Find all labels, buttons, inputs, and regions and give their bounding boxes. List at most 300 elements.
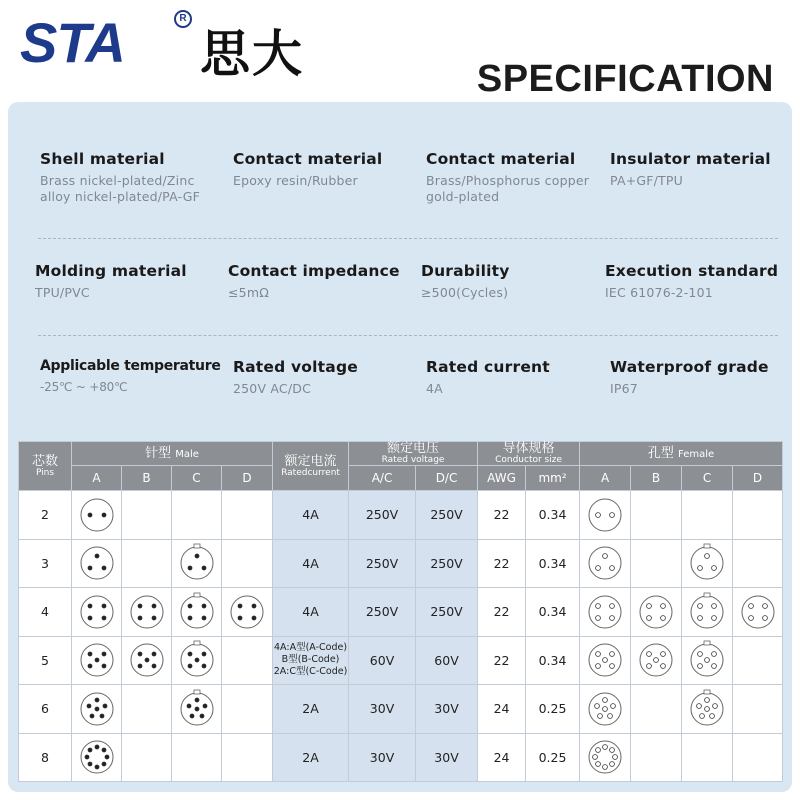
pin-face-icon	[687, 640, 727, 680]
female-d-empty	[733, 636, 783, 685]
pin-face-icon	[77, 737, 117, 777]
header-male-code-a: A	[72, 466, 122, 491]
table-row	[19, 588, 783, 637]
pin-face-icon	[77, 495, 117, 535]
header-male-cn: 针型	[145, 445, 172, 461]
pin-face-icon	[77, 543, 117, 583]
page-title: SPECIFICATION	[476, 58, 774, 100]
cell-pins: 5	[19, 636, 72, 685]
brand-logo-latin: STA	[20, 11, 125, 74]
spec-value: 250V AC/DC	[233, 381, 312, 396]
pin-face-icon	[738, 592, 778, 632]
contact-pin	[95, 707, 99, 711]
contact-pin	[202, 652, 206, 656]
socket-hole	[748, 603, 753, 608]
male-a-diagram	[72, 491, 122, 540]
male-d-empty	[222, 539, 273, 588]
socket-hole	[661, 615, 666, 620]
spec-value: PA+GF/TPU	[610, 173, 683, 188]
header-female-code-b: B	[631, 466, 682, 491]
cell-awg: 22	[478, 539, 526, 588]
header-female-en: Female	[678, 448, 715, 460]
spec-waterproof-grade	[610, 358, 795, 397]
connector-ring	[81, 499, 113, 531]
spec-value: ≤5mΩ	[228, 285, 269, 300]
pin-face-icon	[77, 640, 117, 680]
socket-hole	[603, 706, 608, 711]
socket-hole	[647, 652, 652, 657]
spec-contact-impedance	[228, 262, 413, 301]
pin-face-icon	[636, 592, 676, 632]
pin-face-icon	[177, 689, 217, 729]
cell-awg: 22	[478, 588, 526, 637]
contact-pin	[102, 748, 106, 752]
key-notch	[704, 593, 710, 597]
spec-label: Rated current	[426, 358, 550, 376]
male-c-diagram	[172, 539, 222, 588]
contact-pin	[102, 566, 106, 570]
contact-pin	[202, 616, 206, 620]
male-d-empty	[222, 491, 273, 540]
socket-hole	[647, 603, 652, 608]
socket-hole	[705, 658, 710, 663]
spec-label: Contact material	[233, 150, 383, 168]
pin-face-icon	[585, 640, 625, 680]
cell-pins: 2	[19, 491, 72, 540]
contact-pin	[88, 616, 92, 620]
header-conductor-size	[478, 442, 580, 466]
contact-pin	[95, 554, 99, 558]
socket-hole	[705, 697, 710, 702]
cell-ac: 250V	[349, 539, 416, 588]
contact-pin	[187, 704, 191, 708]
socket-hole	[603, 745, 608, 750]
contact-pin	[238, 616, 242, 620]
spec-execution-standard	[605, 262, 790, 301]
table-row	[19, 685, 783, 734]
header-voltage-en: Rated voltage	[381, 455, 445, 465]
brand-logo-chinese: 思大	[200, 25, 304, 83]
socket-hole	[698, 664, 703, 669]
registered-mark-icon: R	[174, 10, 192, 28]
socket-hole	[712, 652, 717, 657]
male-d-empty	[222, 733, 273, 782]
spec-label: Insulator material	[610, 150, 771, 168]
contact-pin	[188, 664, 192, 668]
pin-face-icon	[687, 543, 727, 583]
female-d-empty	[733, 733, 783, 782]
header-male-code-c: C	[172, 466, 222, 491]
spec-value: -25℃ ~ +80℃	[40, 380, 128, 394]
female-a-diagram	[580, 491, 631, 540]
female-c-empty	[682, 491, 733, 540]
socket-hole	[698, 603, 703, 608]
spec-applicable-temperature	[40, 358, 225, 395]
contact-pin	[190, 714, 194, 718]
pin-spec-table	[18, 441, 783, 782]
header-dc: D/C	[416, 466, 478, 491]
spec-insulator-material	[610, 150, 795, 189]
male-c-diagram	[172, 636, 222, 685]
socket-hole	[608, 713, 613, 718]
socket-hole	[712, 603, 717, 608]
header-current-cn: 额定电流	[284, 453, 337, 469]
contact-pin	[152, 664, 156, 668]
socket-hole	[762, 603, 767, 608]
header-ac: A/C	[349, 466, 416, 491]
female-c-diagram	[682, 685, 733, 734]
contact-pin	[188, 652, 192, 656]
female-d-empty	[733, 491, 783, 540]
male-a-diagram	[72, 539, 122, 588]
female-a-diagram	[580, 636, 631, 685]
cell-current: 2A	[273, 733, 349, 782]
header-male	[72, 442, 273, 466]
header-rated-voltage	[349, 442, 478, 466]
cell-mm2: 0.34	[526, 588, 580, 637]
socket-hole	[596, 615, 601, 620]
male-a-diagram	[72, 733, 122, 782]
contact-pin	[88, 664, 92, 668]
socket-hole	[610, 748, 615, 753]
divider	[38, 335, 778, 336]
cell-current	[273, 636, 349, 685]
male-d-empty	[222, 636, 273, 685]
header-rated-current	[273, 442, 349, 491]
contact-pin	[102, 664, 106, 668]
cell-mm2: 0.25	[526, 685, 580, 734]
male-b-empty	[122, 491, 172, 540]
male-d-diagram	[222, 588, 273, 637]
cell-pins: 3	[19, 539, 72, 588]
spec-label: Applicable temperature	[40, 358, 221, 374]
contact-pin	[252, 616, 256, 620]
spec-shell-material	[40, 150, 225, 205]
socket-hole	[748, 615, 753, 620]
female-d-empty	[733, 685, 783, 734]
socket-hole	[611, 703, 616, 708]
socket-hole	[700, 713, 705, 718]
current-line: 2A:C型(C-Code)	[273, 666, 348, 678]
cell-pins: 6	[19, 685, 72, 734]
socket-hole	[647, 615, 652, 620]
contact-pin	[87, 704, 91, 708]
socket-hole	[712, 664, 717, 669]
table-row	[19, 539, 783, 588]
male-c-diagram	[172, 588, 222, 637]
cell-current: 4A	[273, 539, 349, 588]
socket-hole	[593, 755, 598, 760]
contact-pin	[95, 658, 99, 662]
contact-pin	[102, 513, 106, 517]
contact-pin	[88, 604, 92, 608]
cell-pins: 4	[19, 588, 72, 637]
contact-pin	[195, 707, 199, 711]
pin-face-icon	[585, 543, 625, 583]
contact-pin	[105, 755, 109, 759]
key-notch	[704, 641, 710, 645]
male-b-empty	[122, 733, 172, 782]
spec-label: Waterproof grade	[610, 358, 769, 376]
spec-label: Execution standard	[605, 262, 779, 280]
header-voltage-cn: 额定电压	[387, 441, 440, 456]
socket-hole	[712, 566, 717, 571]
table-row	[19, 636, 783, 685]
contact-pin	[88, 513, 92, 517]
contact-pin	[88, 566, 92, 570]
female-c-empty	[682, 733, 733, 782]
spec-value: IP67	[610, 381, 638, 396]
socket-hole	[596, 748, 601, 753]
cell-ac: 250V	[349, 491, 416, 540]
socket-hole	[610, 603, 615, 608]
header-female	[580, 442, 783, 466]
socket-hole	[596, 762, 601, 767]
pin-face-icon	[177, 592, 217, 632]
socket-hole	[698, 566, 703, 571]
header-conductor-en: Conductor size	[495, 455, 562, 465]
male-b-empty	[122, 539, 172, 588]
spec-label: Contact material	[426, 150, 576, 168]
contact-pin	[200, 714, 204, 718]
male-b-diagram	[122, 636, 172, 685]
socket-hole	[596, 664, 601, 669]
socket-hole	[610, 762, 615, 767]
connector-ring	[181, 596, 213, 628]
contact-pin	[238, 604, 242, 608]
spec-value: 4A	[426, 381, 443, 396]
socket-hole	[610, 652, 615, 657]
spec-label: Durability	[421, 262, 510, 280]
contact-pin	[102, 762, 106, 766]
socket-hole	[705, 554, 710, 559]
cell-mm2: 0.25	[526, 733, 580, 782]
cell-ac: 250V	[349, 588, 416, 637]
pin-face-icon	[127, 640, 167, 680]
contact-pin	[88, 762, 92, 766]
connector-ring	[691, 596, 723, 628]
male-c-empty	[172, 491, 222, 540]
connector-ring	[589, 596, 621, 628]
cell-ac: 60V	[349, 636, 416, 685]
current-line: B型(B-Code)	[281, 654, 340, 666]
spec-label: Shell material	[40, 150, 165, 168]
cell-current: 2A	[273, 685, 349, 734]
contact-pin	[95, 698, 99, 702]
female-a-diagram	[580, 539, 631, 588]
contact-pin	[188, 566, 192, 570]
pin-face-icon	[636, 640, 676, 680]
contact-pin	[152, 616, 156, 620]
pin-face-icon	[227, 592, 267, 632]
header-female-code-c: C	[682, 466, 733, 491]
spec-value: TPU/PVC	[35, 285, 90, 300]
header-male-en: Male	[175, 448, 199, 460]
header-male-code-b: B	[122, 466, 172, 491]
key-notch	[704, 690, 710, 694]
header-male-code-d: D	[222, 466, 273, 491]
spec-label: Rated voltage	[233, 358, 358, 376]
cell-dc: 250V	[416, 588, 478, 637]
cell-awg: 22	[478, 636, 526, 685]
spec-rated-voltage	[233, 358, 418, 397]
connector-ring	[81, 547, 113, 579]
female-b-diagram	[631, 588, 682, 637]
contact-pin	[102, 652, 106, 656]
pin-face-icon	[687, 689, 727, 729]
header-female-code-d: D	[733, 466, 783, 491]
female-c-diagram	[682, 588, 733, 637]
spec-label: Contact impedance	[228, 262, 400, 280]
contact-pin	[85, 755, 89, 759]
key-notch	[194, 690, 200, 694]
socket-hole	[705, 706, 710, 711]
table-row	[19, 491, 783, 540]
connector-ring	[742, 596, 774, 628]
male-a-diagram	[72, 588, 122, 637]
cell-dc: 250V	[416, 491, 478, 540]
contact-pin	[152, 652, 156, 656]
spec-contact-material-1	[233, 150, 418, 189]
key-notch	[194, 544, 200, 548]
contact-pin	[103, 704, 107, 708]
connector-ring	[640, 596, 672, 628]
socket-hole	[603, 658, 608, 663]
female-b-empty	[631, 539, 682, 588]
current-line: 4A:A型(A-Code)	[274, 642, 348, 654]
female-b-empty	[631, 685, 682, 734]
cell-dc: 60V	[416, 636, 478, 685]
female-d-diagram	[733, 588, 783, 637]
socket-hole	[610, 566, 615, 571]
female-b-empty	[631, 491, 682, 540]
contact-pin	[88, 652, 92, 656]
cell-dc: 250V	[416, 539, 478, 588]
male-a-diagram	[72, 685, 122, 734]
socket-hole	[647, 664, 652, 669]
female-a-diagram	[580, 733, 631, 782]
key-notch	[194, 593, 200, 597]
key-notch	[704, 544, 710, 548]
socket-hole	[596, 652, 601, 657]
spec-contact-material-2	[426, 150, 611, 205]
socket-hole	[698, 615, 703, 620]
spec-value: Epoxy resin/Rubber	[233, 173, 358, 188]
connector-ring	[691, 547, 723, 579]
contact-pin	[138, 652, 142, 656]
female-a-diagram	[580, 588, 631, 637]
pin-face-icon	[77, 689, 117, 729]
pin-face-icon	[127, 592, 167, 632]
pin-face-icon	[77, 592, 117, 632]
connector-ring	[181, 547, 213, 579]
socket-hole	[697, 703, 702, 708]
header-conductor-cn: 导体规格	[502, 441, 555, 456]
spec-value: Brass nickel-plated/Zinc alloy nickel-plated/PA-GF	[40, 173, 201, 204]
pin-face-icon	[585, 495, 625, 535]
contact-pin	[188, 604, 192, 608]
connector-ring	[231, 596, 263, 628]
contact-pin	[203, 704, 207, 708]
contact-pin	[95, 765, 99, 769]
socket-hole	[610, 615, 615, 620]
spec-rated-current	[426, 358, 611, 397]
contact-pin	[202, 604, 206, 608]
female-c-diagram	[682, 636, 733, 685]
connector-ring	[81, 596, 113, 628]
key-notch	[194, 641, 200, 645]
contact-pin	[100, 714, 104, 718]
female-c-diagram	[682, 539, 733, 588]
female-d-empty	[733, 539, 783, 588]
header-female-code-a: A	[580, 466, 631, 491]
socket-hole	[610, 664, 615, 669]
socket-hole	[713, 703, 718, 708]
female-b-diagram	[631, 636, 682, 685]
socket-hole	[603, 697, 608, 702]
connector-ring	[589, 547, 621, 579]
contact-pin	[95, 745, 99, 749]
contact-pin	[195, 698, 199, 702]
cell-pins: 8	[19, 733, 72, 782]
male-a-diagram	[72, 636, 122, 685]
spec-molding-material	[35, 262, 220, 301]
socket-hole	[613, 755, 618, 760]
socket-hole	[596, 512, 601, 517]
male-d-empty	[222, 685, 273, 734]
contact-pin	[152, 604, 156, 608]
cell-awg: 22	[478, 491, 526, 540]
contact-pin	[138, 616, 142, 620]
cell-dc: 30V	[416, 685, 478, 734]
contact-pin	[202, 566, 206, 570]
male-c-empty	[172, 733, 222, 782]
socket-hole	[710, 713, 715, 718]
spec-value: ≥500(Cycles)	[421, 285, 509, 300]
socket-hole	[598, 713, 603, 718]
header-mm2: mm²	[526, 466, 580, 491]
header-pins-cn: 芯数	[31, 453, 58, 469]
socket-hole	[596, 566, 601, 571]
contact-pin	[102, 616, 106, 620]
socket-hole	[661, 603, 666, 608]
header-awg: AWG	[478, 466, 526, 491]
contact-pin	[145, 658, 149, 662]
socket-hole	[698, 652, 703, 657]
spec-label: Molding material	[35, 262, 187, 280]
contact-pin	[90, 714, 94, 718]
pin-face-icon	[585, 737, 625, 777]
contact-pin	[88, 748, 92, 752]
socket-hole	[661, 664, 666, 669]
header-female-cn: 孔型	[647, 445, 674, 461]
spec-value: IEC 61076-2-101	[605, 285, 713, 300]
socket-hole	[603, 765, 608, 770]
male-b-empty	[122, 685, 172, 734]
contact-pin	[188, 616, 192, 620]
female-a-diagram	[580, 685, 631, 734]
contact-pin	[202, 664, 206, 668]
cell-awg: 24	[478, 685, 526, 734]
pin-face-icon	[177, 640, 217, 680]
connector-ring	[589, 499, 621, 531]
connector-ring	[131, 596, 163, 628]
cell-ac: 30V	[349, 733, 416, 782]
socket-hole	[661, 652, 666, 657]
socket-hole	[762, 615, 767, 620]
cell-mm2: 0.34	[526, 636, 580, 685]
socket-hole	[596, 603, 601, 608]
